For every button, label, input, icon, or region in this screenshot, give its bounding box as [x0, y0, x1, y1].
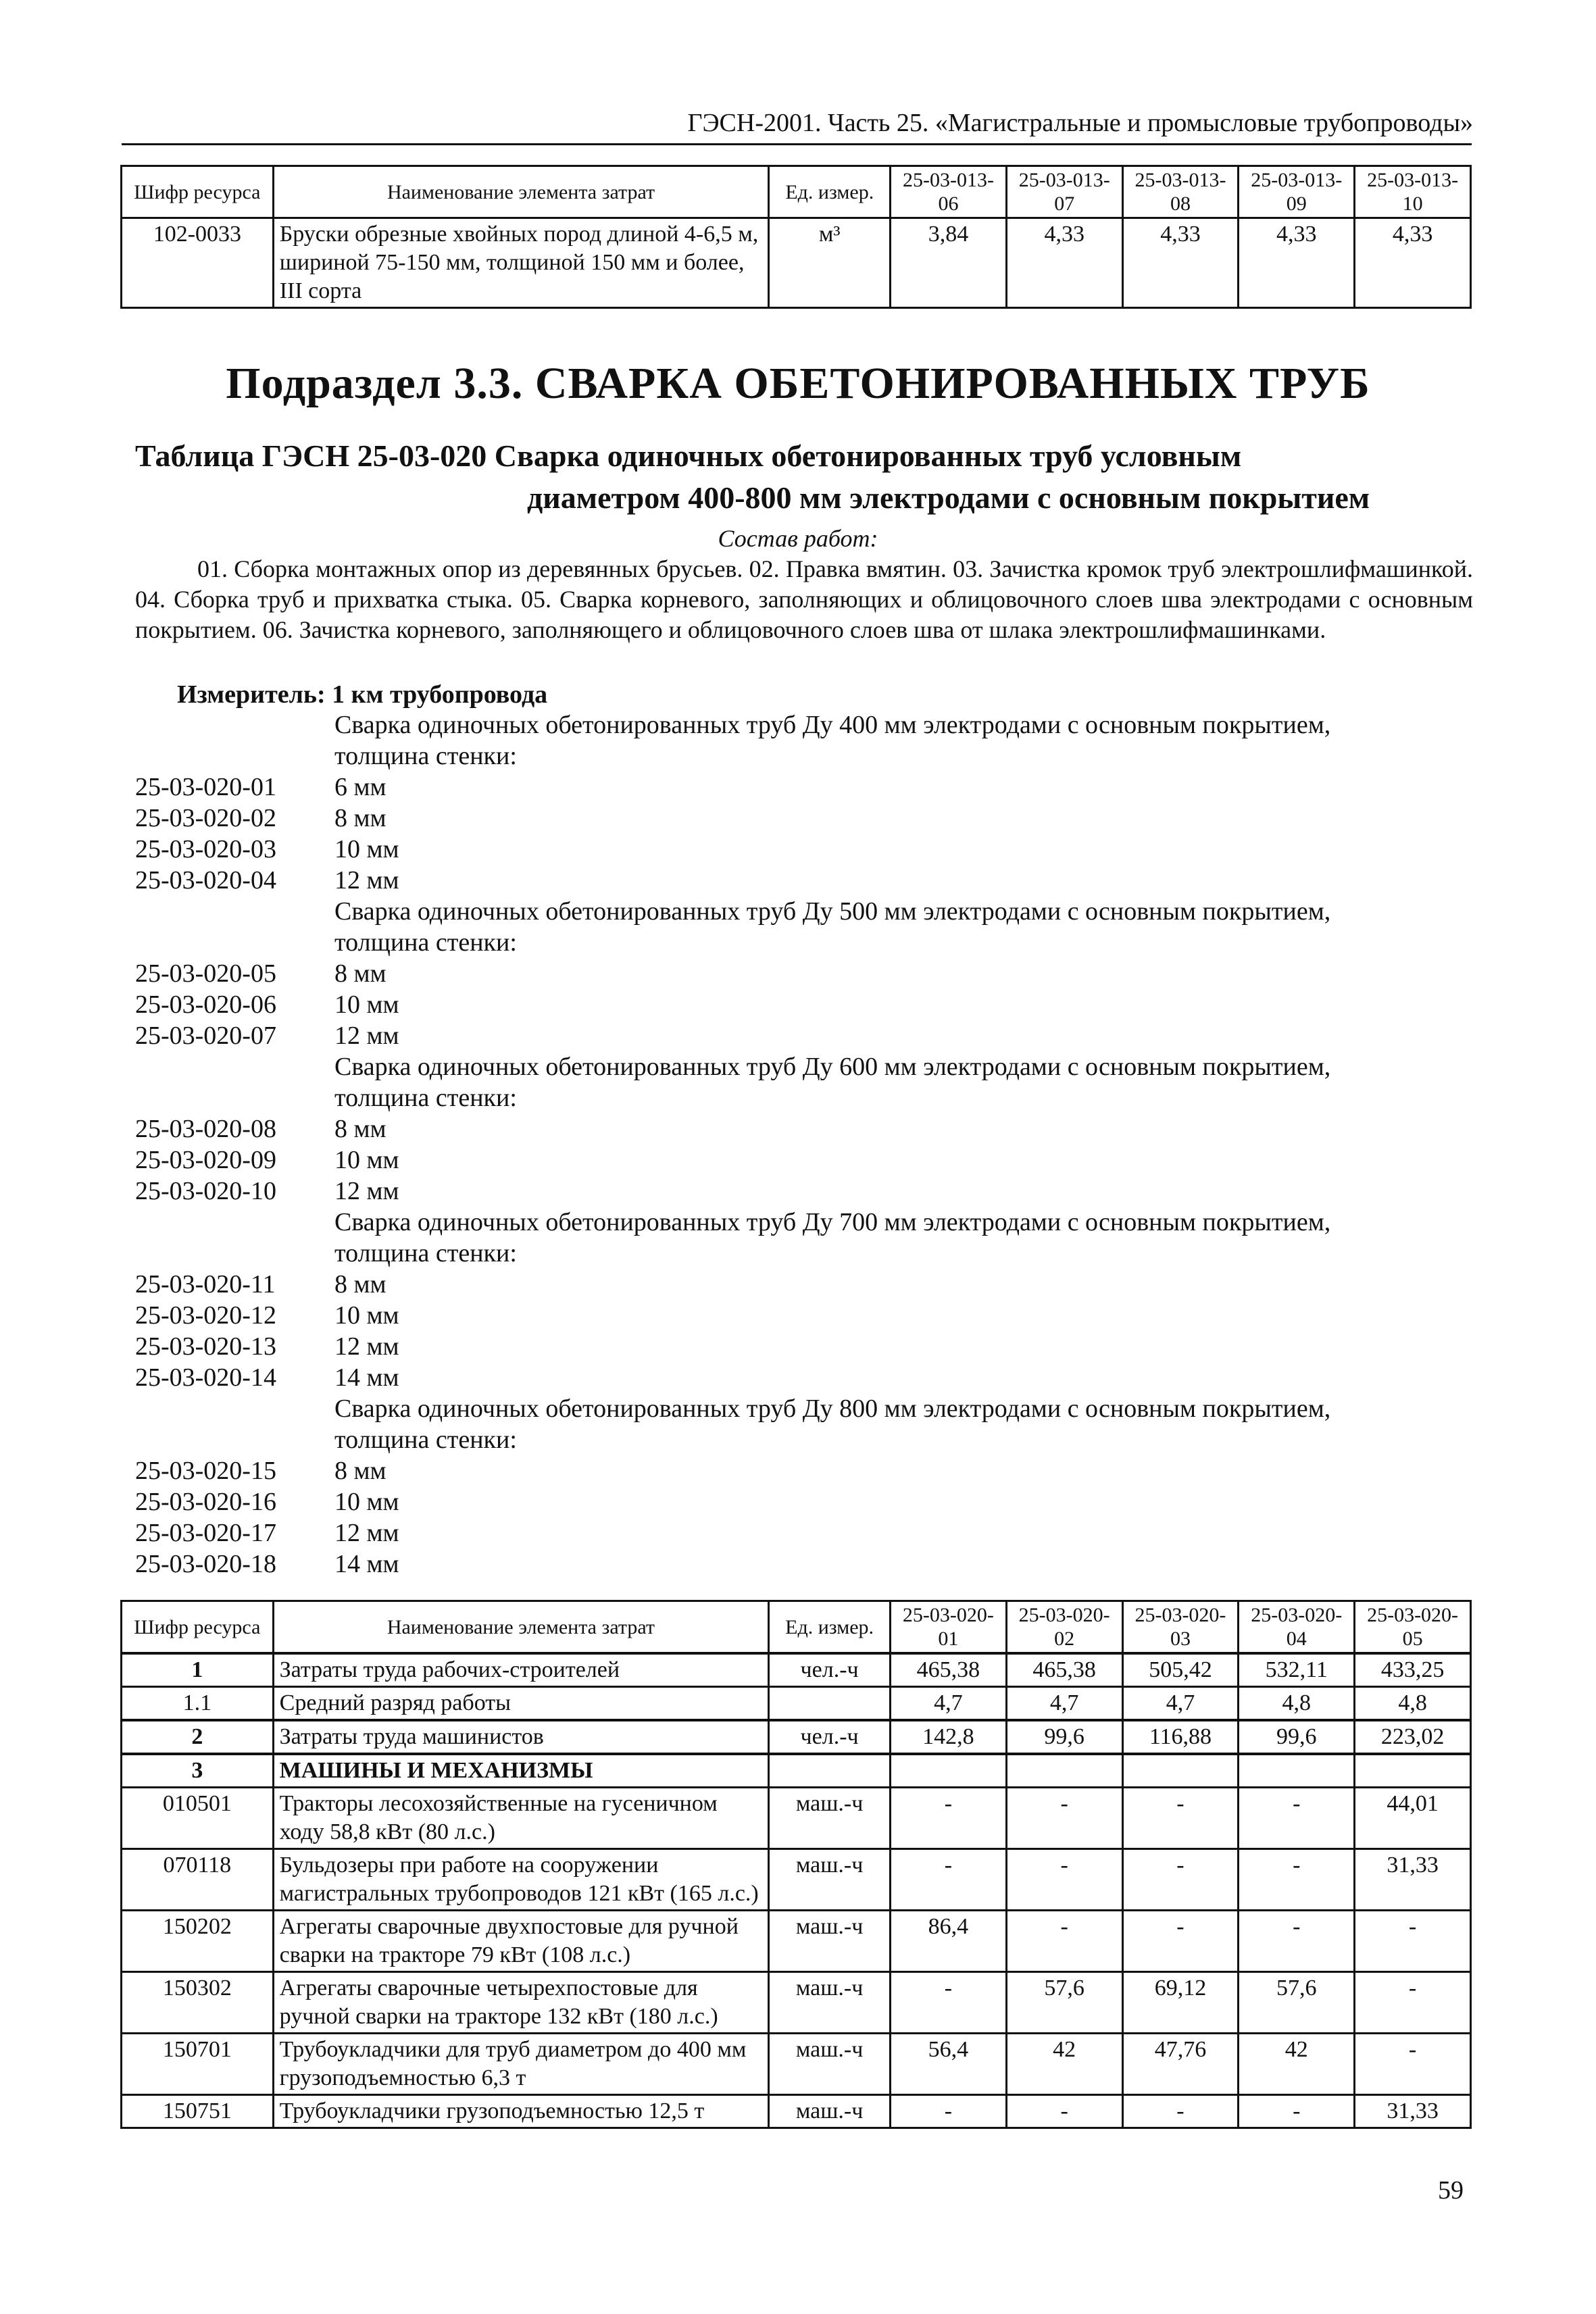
value-cell: 465,38 — [1006, 1653, 1122, 1687]
value-cell: 4,7 — [1006, 1687, 1122, 1721]
works-text: 01. Сборка монтажных опор из деревянных брусьев. 02. Правка вмятин. 03. Зачистка кромок труб электрошлифмашинкой. 04. Сборка труб и прихватка стыка. 05. Сварка корневого, заполняющих и облицовочного слоев шва электродами с основным покрытием. 06. Зачистка корневого, заполняющего и облицовочного слоев шва от шлака электрошлифмашинками. — [135, 555, 1473, 643]
value-cell: 116,88 — [1122, 1720, 1239, 1754]
value-cell: - — [1006, 2095, 1122, 2128]
resource-unit: м³ — [769, 218, 891, 308]
table-row — [122, 1911, 1471, 1972]
resource-name: Бульдозеры при работе на сооружении магистральных трубопроводов 121 кВт (165 л.с.) — [273, 1849, 769, 1911]
value-cell: 4,33 — [1122, 218, 1239, 308]
group-title: Сварка одиночных обетонированных труб Ду 700 мм электродами с основным покрытием, — [334, 1208, 1331, 1236]
value-cell: 47,76 — [1122, 2034, 1239, 2095]
resource-code: 102-0033 — [122, 218, 274, 308]
norm-code: 25-03-020-08 — [135, 1115, 276, 1143]
table-row — [122, 1653, 1471, 1687]
table-row — [122, 218, 1471, 308]
resource-unit: чел.-ч — [769, 1720, 891, 1754]
resource-code: 1.1 — [122, 1687, 274, 1721]
resource-unit: маш.-ч — [769, 1972, 891, 2034]
header-rule — [122, 143, 1472, 145]
value-cell: - — [1355, 2034, 1471, 2095]
list-item — [135, 803, 1330, 834]
value-cell: 56,4 — [890, 2034, 1006, 2095]
norm-value: 8 мм — [334, 1457, 386, 1485]
norm-value: 8 мм — [334, 804, 386, 832]
resource-code: 010501 — [122, 1788, 274, 1849]
norm-value: 10 мм — [334, 1301, 399, 1330]
resource-unit — [769, 1754, 891, 1788]
group-subtitle: толщина стенки: — [334, 742, 517, 770]
value-cell: 99,6 — [1006, 1720, 1122, 1754]
value-cell: 4,8 — [1239, 1687, 1355, 1721]
col-header: Шифр ресурса — [122, 166, 274, 218]
value-cell: 142,8 — [890, 1720, 1006, 1754]
norm-code: 25-03-020-02 — [135, 804, 276, 832]
list-item — [135, 1486, 1330, 1517]
value-cell: - — [1006, 1849, 1122, 1911]
group-subtitle: толщина стенки: — [334, 1426, 517, 1454]
group-title: Сварка одиночных обетонированных труб Ду 800 мм электродами с основным покрытием, — [334, 1394, 1331, 1423]
resource-name: Агрегаты сварочные двухпостовые для ручной сварки на тракторе 79 кВт (108 л.с.) — [273, 1911, 769, 1972]
list-item — [135, 865, 1330, 896]
norm-code: 25-03-020-18 — [135, 1550, 276, 1578]
resource-unit: чел.-ч — [769, 1653, 891, 1687]
value-cell: 57,6 — [1006, 1972, 1122, 2034]
works-heading: Состав работ: — [718, 525, 878, 552]
value-cell: - — [1355, 1911, 1471, 1972]
list-item — [135, 989, 1330, 1020]
value-cell — [1355, 1754, 1471, 1788]
norm-code: 25-03-020-04 — [135, 866, 276, 895]
norm-code: 25-03-020-13 — [135, 1332, 276, 1361]
list-item — [135, 1549, 1330, 1580]
main-resource-table — [120, 1600, 1472, 2129]
value-cell: 3,84 — [891, 218, 1007, 308]
value-cell: 505,42 — [1122, 1653, 1239, 1687]
list-item — [135, 1362, 1330, 1393]
norm-value: 10 мм — [334, 990, 399, 1019]
table-row — [122, 1849, 1471, 1911]
col-header: 25-03-013-10 — [1355, 166, 1471, 218]
value-cell: 223,02 — [1355, 1720, 1471, 1754]
resource-name: Тракторы лесохозяйственные на гусеничном ходу 58,8 кВт (80 л.с.) — [273, 1788, 769, 1849]
value-cell: - — [1239, 1911, 1355, 1972]
group-subtitle: толщина стенки: — [334, 1084, 517, 1112]
value-cell: 57,6 — [1239, 1972, 1355, 2034]
norm-code: 25-03-020-07 — [135, 1022, 276, 1050]
norm-value: 12 мм — [334, 866, 399, 895]
resource-code: 150751 — [122, 2095, 274, 2128]
norm-value: 12 мм — [334, 1022, 399, 1050]
table-title-line1: Таблица ГЭСН 25-03-020 Сварка одиночных обетонированных труб условным — [135, 438, 1242, 473]
norm-value: 12 мм — [334, 1177, 399, 1205]
value-cell: 4,33 — [1355, 218, 1471, 308]
resource-name: Затраты труда рабочих-строителей — [273, 1653, 769, 1687]
main-table-header — [122, 1601, 1471, 1654]
group-title: Сварка одиночных обетонированных труб Ду 400 мм электродами с основным покрытием, — [334, 711, 1331, 739]
value-cell: 31,33 — [1355, 1849, 1471, 1911]
norm-value: 8 мм — [334, 1270, 386, 1299]
value-cell: - — [1355, 1972, 1471, 2034]
resource-code: 150202 — [122, 1911, 274, 1972]
resource-code: 3 — [122, 1754, 274, 1788]
list-item — [135, 1300, 1330, 1331]
value-cell: - — [1239, 2095, 1355, 2128]
value-cell: - — [1006, 1788, 1122, 1849]
list-item — [135, 1020, 1330, 1051]
table-row — [122, 1972, 1471, 2034]
norm-code: 25-03-020-14 — [135, 1363, 276, 1392]
norm-code: 25-03-020-10 — [135, 1177, 276, 1205]
value-cell: 86,4 — [890, 1911, 1006, 1972]
resource-code: 1 — [122, 1653, 274, 1687]
list-item — [135, 1176, 1330, 1207]
norm-code: 25-03-020-12 — [135, 1301, 276, 1330]
top-table-header — [122, 166, 1471, 218]
norm-code: 25-03-020-03 — [135, 835, 276, 863]
value-cell: 42 — [1006, 2034, 1122, 2095]
norm-code: 25-03-020-16 — [135, 1488, 276, 1516]
section-title: Подраздел 3.3. СВАРКА ОБЕТОНИРОВАННЫХ ТРУБ — [226, 359, 1370, 408]
norm-value: 6 мм — [334, 773, 386, 801]
running-header: ГЭСН-2001. Часть 25. «Магистральные и промысловые трубопроводы» — [687, 109, 1473, 137]
value-cell — [1006, 1754, 1122, 1788]
table-row — [122, 1687, 1471, 1721]
value-cell: 4,7 — [1122, 1687, 1239, 1721]
group-subtitle: толщина стенки: — [334, 928, 517, 957]
resource-code: 150701 — [122, 2034, 274, 2095]
list-item — [135, 1331, 1330, 1362]
norm-value: 12 мм — [334, 1332, 399, 1361]
col-header: 25-03-020-05 — [1355, 1601, 1471, 1654]
norm-code: 25-03-020-05 — [135, 959, 276, 988]
group-title: Сварка одиночных обетонированных труб Ду 500 мм электродами с основным покрытием, — [334, 897, 1331, 926]
value-cell: - — [890, 1788, 1006, 1849]
resource-unit — [769, 1687, 891, 1721]
value-cell: 4,33 — [1006, 218, 1122, 308]
norm-value: 8 мм — [334, 959, 386, 988]
value-cell: 532,11 — [1239, 1653, 1355, 1687]
measure-unit: Измеритель: 1 км трубопровода — [177, 680, 548, 709]
group-title: Сварка одиночных обетонированных труб Ду 600 мм электродами с основным покрытием, — [334, 1053, 1331, 1081]
resource-name: Бруски обрезные хвойных пород длиной 4-6,5 м, шириной 75-150 мм, толщиной 150 мм и более, III сорта — [273, 218, 769, 308]
col-header: 25-03-020-02 — [1006, 1601, 1122, 1654]
value-cell: 465,38 — [890, 1653, 1006, 1687]
resource-name: Агрегаты сварочные четырехпостовые для ручной сварки на тракторе 132 кВт (180 л.с.) — [273, 1972, 769, 2034]
list-item — [135, 1269, 1330, 1300]
norm-value: 10 мм — [334, 835, 399, 863]
norm-code: 25-03-020-15 — [135, 1457, 276, 1485]
resource-unit: маш.-ч — [769, 1788, 891, 1849]
table-row — [122, 2034, 1471, 2095]
norm-codes-list — [135, 709, 1330, 1580]
norm-code: 25-03-020-09 — [135, 1146, 276, 1174]
resource-name: МАШИНЫ И МЕХАНИЗМЫ — [273, 1754, 769, 1788]
value-cell: 44,01 — [1355, 1788, 1471, 1849]
value-cell — [1239, 1754, 1355, 1788]
list-item — [135, 834, 1330, 865]
value-cell — [1122, 1754, 1239, 1788]
norm-value: 14 мм — [334, 1550, 399, 1578]
works-description — [135, 554, 1473, 645]
table-row — [122, 2095, 1471, 2128]
resource-code: 2 — [122, 1720, 274, 1754]
norm-value: 14 мм — [334, 1363, 399, 1392]
group-subtitle: толщина стенки: — [334, 1239, 517, 1267]
list-item — [135, 1455, 1330, 1486]
col-header: 25-03-013-06 — [891, 166, 1007, 218]
table-row — [122, 1720, 1471, 1754]
resource-code: 070118 — [122, 1849, 274, 1911]
col-header: 25-03-020-03 — [1122, 1601, 1239, 1654]
col-header: Ед. измер. — [769, 166, 891, 218]
resource-code: 150302 — [122, 1972, 274, 2034]
value-cell: - — [1122, 1849, 1239, 1911]
value-cell — [890, 1754, 1006, 1788]
norm-code: 25-03-020-17 — [135, 1519, 276, 1547]
table-row — [122, 1754, 1471, 1788]
resource-name: Затраты труда машинистов — [273, 1720, 769, 1754]
norm-value: 10 мм — [334, 1146, 399, 1174]
page-number: 59 — [1438, 2176, 1464, 2205]
list-item — [135, 1517, 1330, 1549]
resource-unit: маш.-ч — [769, 1911, 891, 1972]
col-header: Наименование элемента затрат — [273, 1601, 769, 1654]
value-cell: 99,6 — [1239, 1720, 1355, 1754]
value-cell: 42 — [1239, 2034, 1355, 2095]
table-row — [122, 1788, 1471, 1849]
top-resource-table — [120, 165, 1472, 309]
col-header: 25-03-013-08 — [1122, 166, 1239, 218]
col-header: Наименование элемента затрат — [273, 166, 769, 218]
value-cell: 4,33 — [1239, 218, 1355, 308]
value-cell: - — [890, 1972, 1006, 2034]
norm-code: 25-03-020-06 — [135, 990, 276, 1019]
col-header: 25-03-013-09 — [1239, 166, 1355, 218]
resource-name: Трубоукладчики для труб диаметром до 400 мм грузоподъемностью 6,3 т — [273, 2034, 769, 2095]
value-cell: - — [1239, 1788, 1355, 1849]
resource-name: Трубоукладчики грузоподъемностью 12,5 т — [273, 2095, 769, 2128]
value-cell: - — [1122, 2095, 1239, 2128]
norm-value: 12 мм — [334, 1519, 399, 1547]
value-cell: - — [890, 2095, 1006, 2128]
value-cell: 69,12 — [1122, 1972, 1239, 2034]
value-cell: 433,25 — [1355, 1653, 1471, 1687]
resource-unit: маш.-ч — [769, 2034, 891, 2095]
table-title-line2: диаметром 400-800 мм электродами с основным покрытием — [527, 480, 1370, 515]
list-item — [135, 1145, 1330, 1176]
col-header: Шифр ресурса — [122, 1601, 274, 1654]
list-item — [135, 1113, 1330, 1145]
norm-code: 25-03-020-01 — [135, 773, 276, 801]
col-header: 25-03-013-07 — [1006, 166, 1122, 218]
value-cell: - — [1239, 1849, 1355, 1911]
col-header: 25-03-020-01 — [890, 1601, 1006, 1654]
value-cell: 4,8 — [1355, 1687, 1471, 1721]
value-cell: - — [1006, 1911, 1122, 1972]
col-header: 25-03-020-04 — [1239, 1601, 1355, 1654]
list-item — [135, 772, 1330, 803]
col-header: Ед. измер. — [769, 1601, 891, 1654]
resource-unit: маш.-ч — [769, 2095, 891, 2128]
value-cell: - — [1122, 1788, 1239, 1849]
list-item — [135, 958, 1330, 989]
resource-name: Средний разряд работы — [273, 1687, 769, 1721]
resource-unit: маш.-ч — [769, 1849, 891, 1911]
value-cell: - — [890, 1849, 1006, 1911]
value-cell: 4,7 — [890, 1687, 1006, 1721]
main-table-body — [122, 1653, 1471, 2128]
norm-code: 25-03-020-11 — [135, 1270, 276, 1299]
norm-value: 8 мм — [334, 1115, 386, 1143]
value-cell: - — [1122, 1911, 1239, 1972]
value-cell: 31,33 — [1355, 2095, 1471, 2128]
norm-value: 10 мм — [334, 1488, 399, 1516]
